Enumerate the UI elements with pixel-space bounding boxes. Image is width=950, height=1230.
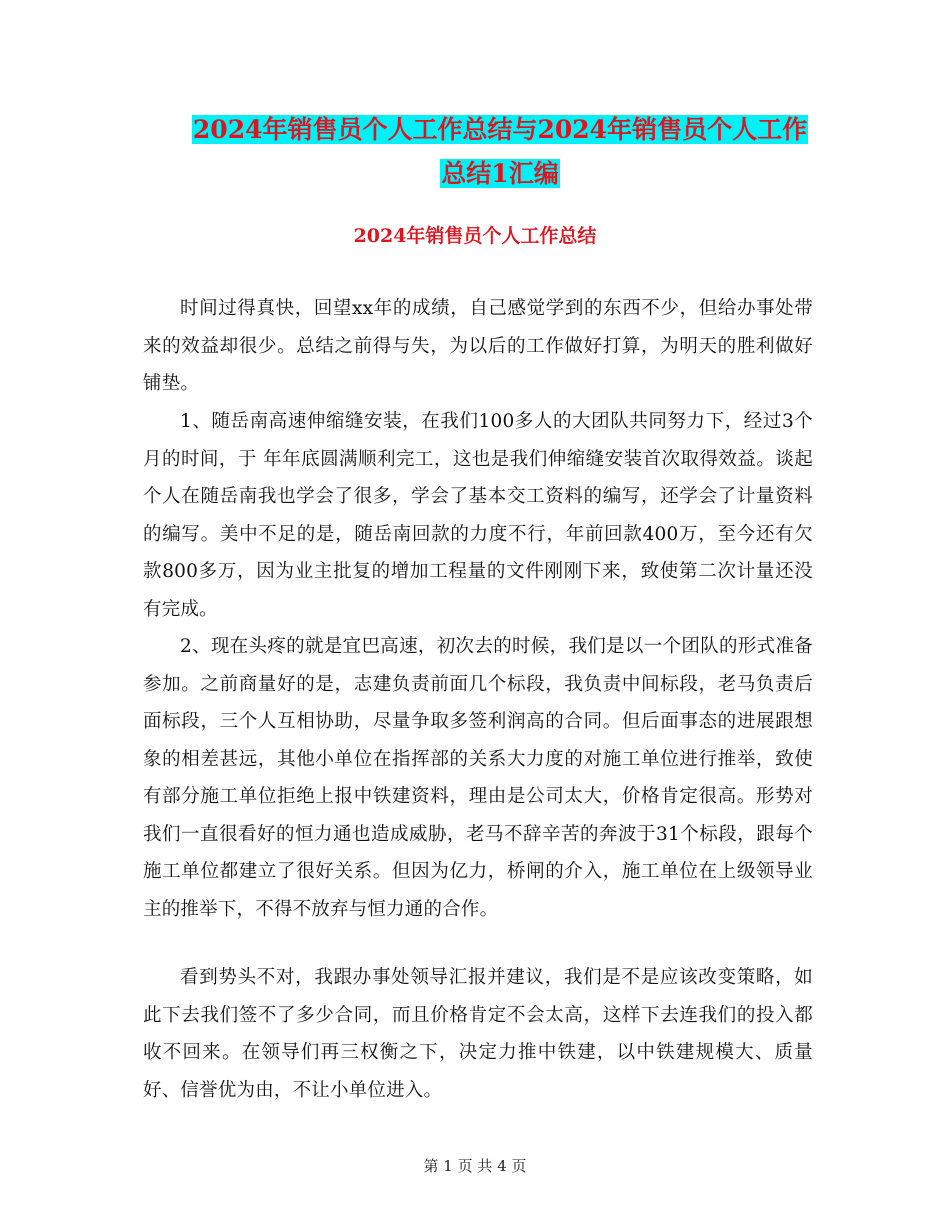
section-title: 2024年销售员个人工作总结 — [353, 225, 597, 247]
title-highlight-1: 2024年销售员个人工作总结与2024年销售员个人工作 — [192, 115, 808, 144]
paragraph-item-1: 1、随岳南高速伸缩缝安装，在我们100多人的大团队共同努力下，经过3个月的时间，于 年年底圆满顺利完工，这也是我们伸缩缝安装首次取得效益。谈起个人在随岳南我也学会了很多，学会了基本交工资料的编写，还学会了计量资料的编写。美中不足的是，随岳南回款的力度不行，年前回款400万，至今还有欠款800多万，因为业主批复的增加工程量的文件刚刚下来，致使第二次计量还没有完成。 — [143, 411, 813, 620]
page-footer: 第 1 页 共 4 页 — [423, 1157, 527, 1175]
title-highlight-2: 总结1汇编 — [441, 159, 559, 188]
paragraph-strategy: 看到势头不对，我跟办事处领导汇报并建议，我们是不是应该改变策略，如此下去我们签不了多少合同，而且价格肯定不会太高，这样下去连我们的投入都收不回来。在领导们再三权衡之下，决定力推中铁建，以中铁建规模大、质量好、信誉优为由，不让小单位进入。 — [143, 967, 813, 1101]
paragraph-intro: 时间过得真快，回望xx年的成绩，自己感觉学到的东西不少，但给办事处带来的效益却很少。总结之前得与失，为以后的工作做好打算，为明天的胜利做好铺垫。 — [143, 298, 813, 394]
document-title-line-1 — [140, 108, 860, 152]
document-title-line-2 — [140, 152, 860, 196]
paragraph-item-2: 2、现在头疼的就是宜巴高速，初次去的时候，我们是以一个团队的形式准备参加。之前商量好的是，志建负责前面几个标段，我负责中间标段，老马负责后面标段，三个人互相协助，尽量争取多签利润高的合同。但后面事态的进展跟想象的相差甚远，其他小单位在指挥部的关系大力度的对施工单位进行推举，致使有部分施工单位拒绝上报中铁建资料，理由是公司太大，价格肯定很高。形势对我们一直很看好的恒力通也造成威胁，老马不辞辛苦的奔波于31个标段，跟每个施工单位都建立了很好关系。但因为亿力，桥闸的介入，施工单位在上级领导业主的推举下，不得不放弃与恒力通的合作。 — [143, 636, 813, 920]
